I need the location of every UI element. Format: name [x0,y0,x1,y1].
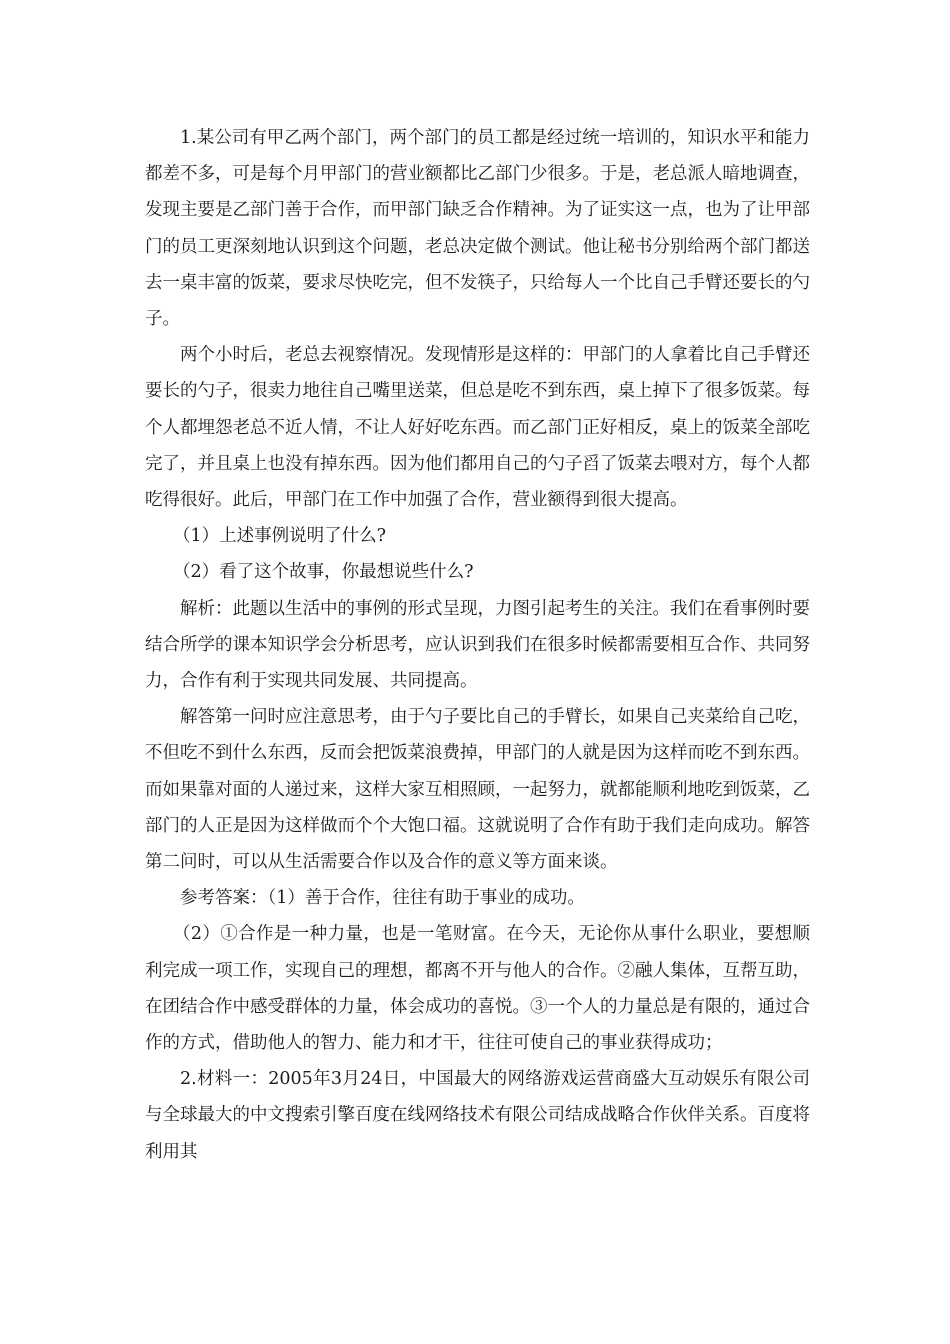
answer-guide-paragraph: 解答第一问时应注意思考，由于勺子要比自己的手臂长，如果自己夹菜给自己吃，不但吃不到什么东西，反而会把饭菜浪费掉，甲部门的人就是因为这样而吃不到东西。而如果靠对面的人递过来，这样大家互相照顾，一起努力，就都能顺利地吃到饭菜，乙部门的人正是因为这样做而个个大饱口福。这就说明了合作有助于我们走向成功。解答第二问时，可以从生活需要合作以及合作的意义等方面来谈。 [145,707,810,873]
reference-answer-1: 参考答案：（1）善于合作，往往有助于事业的成功。 [180,888,585,909]
document-body [145,120,810,1170]
reference-answer-2: （2）①合作是一种力量，也是一笔财富。在今天，无论你从事什么职业，要想顺利完成一项工作，实现自己的理想，都离不开与他人的合作。②融人集体，互帮互助，在团结合作中感受群体的力量，体会成功的喜悦。③一个人的力量总是有限的，通过合作的方式，借助他人的智力、能力和才干，往往可使自己的事业获得成功； [145,924,810,1054]
question-2-paragraph: 2.材料一：2005年3月24日，中国最大的网络游戏运营商盛大互动娱乐有限公司与全球最大的中文搜索引擎百度在线网络技术有限公司结成战略合作伙伴关系。百度将利用其 [145,1069,810,1162]
sub-question-2: （2）看了这个故事，你最想说些什么? [173,562,474,583]
analysis-paragraph: 解析：此题以生活中的事例的形式呈现，力图引起考生的关注。我们在看事例时要结合所学的课本知识学会分析思考，应认识到我们在很多时候都需要相互合作、共同努力，合作有利于实现共同发展、共同提高。 [145,598,810,692]
question-1-paragraph: 1.某公司有甲乙两个部门，两个部门的员工都是经过统一培训的，知识水平和能力都差不多，可是每个月甲部门的营业额都比乙部门少很多。于是，老总派人暗地调查，发现主要是乙部门善于合作，而甲部门缺乏合作精神。为了证实这一点，也为了让甲部门的员工更深刻地认识到这个问题，老总决定做个测试。他让秘书分别给两个部门都送去一桌丰富的饭菜，要求尽快吃完，但不发筷子，只给每人一个比自己手臂还要长的勺子。 [145,128,810,330]
story-continuation-paragraph: 两个小时后，老总去视察情况。发现情形是这样的：甲部门的人拿着比自己手臂还要长的勺子，很卖力地往自己嘴里送菜，但总是吃不到东西，桌上掉下了很多饭菜。每个人都埋怨老总不近人情，不让人好好吃东西。而乙部门正好相反，桌上的饭菜全部吃完了，并且桌上也没有掉东西。因为他们都用自己的勺子舀了饭菜去喂对方，每个人都吃得很好。此后，甲部门在工作中加强了合作，营业额得到很大提高。 [145,345,810,511]
sub-question-1: （1）上述事例说明了什么? [173,526,387,547]
